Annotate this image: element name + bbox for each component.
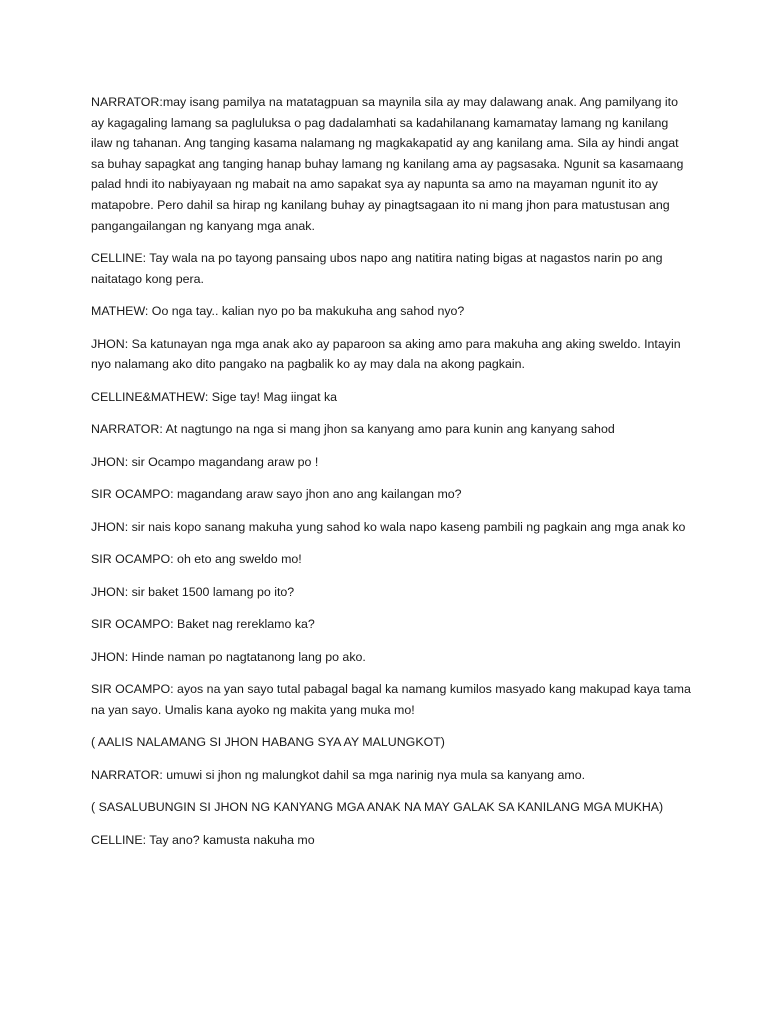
narration-paragraph: NARRATOR:may isang pamilya na matatagpuan sa maynila sila ay may dalawang anak. Ang pamilyang ito ay kagagaling lamang sa pagluluksa o pag dadalamhati sa kadahilanang kamamatay lamang ng kanilang ilaw ng tahanan. Ang tanging kasama nalamang ng magkakapatid ay ang kanilang ama. Sila ay hindi angat sa buhay sapagkat ang tanging hanap buhay lamang ng kanilang ama ay pagsasaka. Ngunit sa kasamaang palad hndi ito nabiyayaan ng mabait na amo sapakat sya ay napunta sa amo na mayaman ngunit ito ay matapobre. Pero dahil sa hirap ng kanilang buhay ay pinagtsagaan ito ni mang jhon para matustusan ang pangangailangan ng kanyang mga anak. bbox=[91, 95, 684, 233]
document-page bbox=[91, 92, 691, 862]
dialogue-line: JHON: Sa katunayan nga mga anak ako ay paparoon sa aking amo para makuha ang aking sweldo. Intayin nyo nalamang ako dito pangako na pagbalik ko ay may dala na akong pagkain. bbox=[91, 336, 681, 372]
dialogue-line: SIR OCAMPO: ayos na yan sayo tutal pabagal bagal ka namang kumilos masyado kang makupad kaya tama na yan sayo. Umalis kana ayoko ng makita yang muka mo! bbox=[91, 682, 691, 717]
narration-line: NARRATOR: At nagtungo na nga si mang jhon sa kanyang amo para kunin ang kanyang sahod bbox=[91, 422, 615, 437]
dialogue-line: SIR OCAMPO: Baket nag rereklamo ka? bbox=[91, 617, 315, 632]
dialogue-line: JHON: sir nais kopo sanang makuha yung sahod ko wala napo kaseng pambili ng pagkain ang mga anak ko bbox=[91, 519, 686, 534]
narration-line: NARRATOR: umuwi si jhon ng malungkot dahil sa mga narinig nya mula sa kanyang amo. bbox=[91, 767, 586, 782]
dialogue-line: CELLINE&MATHEW: Sige tay! Mag iingat ka bbox=[91, 389, 338, 404]
stage-direction: ( AALIS NALAMANG SI JHON HABANG SYA AY MALUNGKOT) bbox=[91, 735, 445, 750]
dialogue-line: SIR OCAMPO: magandang araw sayo jhon ano ang kailangan mo? bbox=[91, 487, 462, 502]
dialogue-line: CELLINE: Tay ano? kamusta nakuha mo bbox=[91, 832, 315, 847]
dialogue-line: JHON: sir Ocampo magandang araw po ! bbox=[91, 454, 319, 469]
dialogue-line: JHON: Hinde naman po nagtatanong lang po ako. bbox=[91, 649, 366, 664]
dialogue-line: MATHEW: Oo nga tay.. kalian nyo po ba makukuha ang sahod nyo? bbox=[91, 304, 465, 319]
stage-direction: ( SASALUBUNGIN SI JHON NG KANYANG MGA ANAK NA MAY GALAK SA KANILANG MGA MUKHA) bbox=[91, 800, 664, 815]
dialogue-line: CELLINE: Tay wala na po tayong pansaing ubos napo ang natitira nating bigas at nagastos narin po ang naitatago kong pera. bbox=[91, 251, 663, 286]
dialogue-line: JHON: sir baket 1500 lamang po ito? bbox=[91, 584, 295, 599]
dialogue-line: SIR OCAMPO: oh eto ang sweldo mo! bbox=[91, 552, 302, 567]
